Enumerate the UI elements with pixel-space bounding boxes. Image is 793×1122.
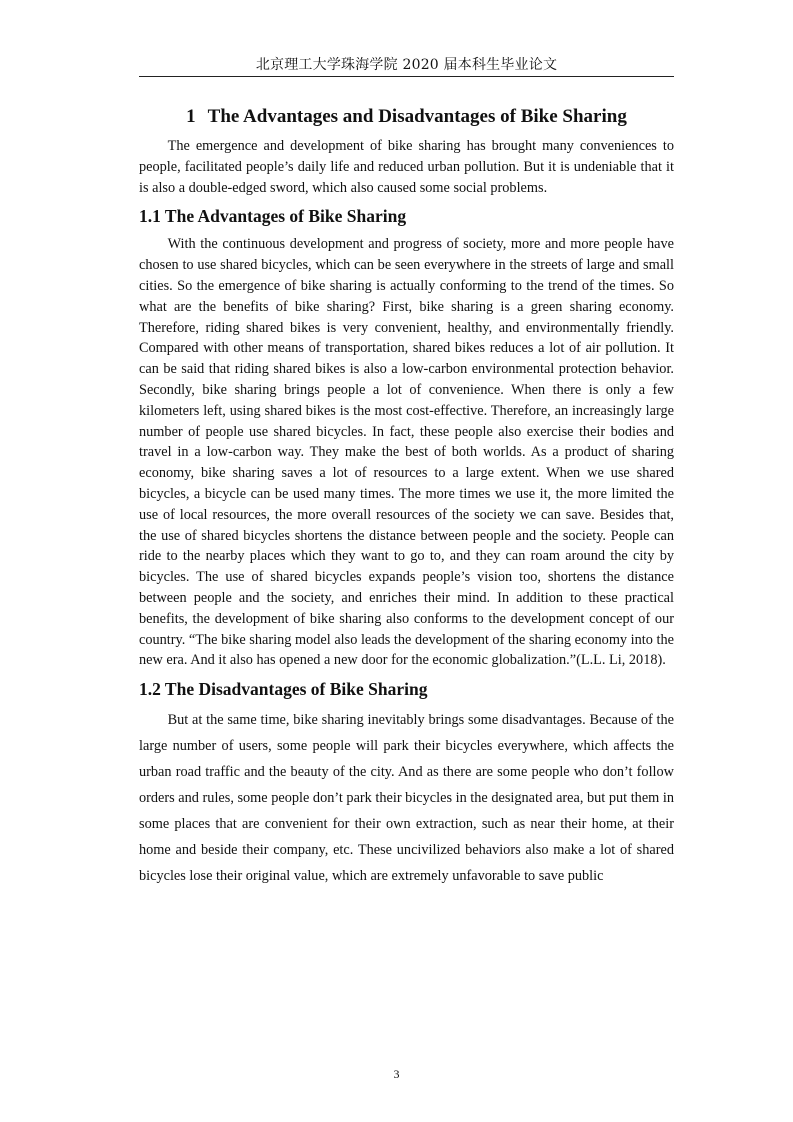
running-header: 北京理工大学珠海学院 2020 届本科生毕业论文 <box>255 57 558 73</box>
chapter-intro-paragraph: The emergence and development of bike sharing has brought many conveniences to people, facilitated people’s daily life and reduced urban pollution. But it is undeniable that it is also a double-edged sword, which also caused some social problems. <box>139 138 674 196</box>
disadvantages-paragraph: But at the same time, bike sharing inevitably brings some disadvantages. Because of the large number of users, some people will park their bicycles everywhere, which affects the urban road traffic and the beauty of the city. And as there are some people who don’t follow orders and rules, some people don’t park their bicycles in the designated area, but put them in some places that are convenient for their own extraction, such as near their home, at their home and beside their company, etc. These uncivilized behaviors also make a lot of shared bicycles lose their original value, which are extremely unfavorable to save public <box>139 712 674 885</box>
page-number: 3 <box>393 1067 400 1081</box>
chapter-number: 1 <box>186 106 196 127</box>
page-body <box>139 104 674 889</box>
section-title-disadvantages: 1.2 The Disadvantages of Bike Sharing <box>139 679 428 700</box>
chapter-title-text: The Advantages and Disadvantages of Bike Sharing <box>207 106 627 127</box>
section-title-advantages: 1.1 The Advantages of Bike Sharing <box>139 206 407 227</box>
advantages-paragraph: With the continuous development and progress of society, more and more people have chosen to use shared bicycles, which can be seen everywhere in the streets of large and small cities. So the emergence of bike sharing is actually conforming to the trend of the times. So what are the benefits of bike sharing? First, bike sharing is a green sharing economy. Therefore, riding shared bikes is very convenient, healthy, and environmentally friendly. Compared with other means of transportation, shared bikes reduces a lot of air pollution. It can be said that riding shared bikes is also a low-carbon environmental protection behavior. Secondly, bike sharing brings people a lot of convenience. When there is only a few kilometers left, using shared bikes is the most cost-effective. Therefore, an increasingly large number of people use shared bicycles. In fact, these people also exercise their bodies and travel in a low-carbon way. They make the best of both worlds. As a product of sharing economy, bike sharing saves a lot of resources to a large extent. When we use shared bicycles, a bicycle can be used many times. The more times we use it, the more limited the use of local resources, the more overall resources of the society we can save. Besides that, the use of shared bicycles shortens the distance between people and the society. People can ride to the nearby places which they want to go to, and they can roam around the city by bicycles. The use of shared bicycles expands people’s vision too, shortens the distance between people and the society, and enriches their mind. In addition to these practical benefits, the development of bike sharing also conforms to the development concept of our country. “The bike sharing model also leads the development of the sharing economy into the new era. And it also has opened a new door for the economic globalization.”(L.L. Li, 2018). <box>139 236 674 669</box>
header-rule <box>139 76 674 77</box>
chapter-title <box>139 104 674 130</box>
